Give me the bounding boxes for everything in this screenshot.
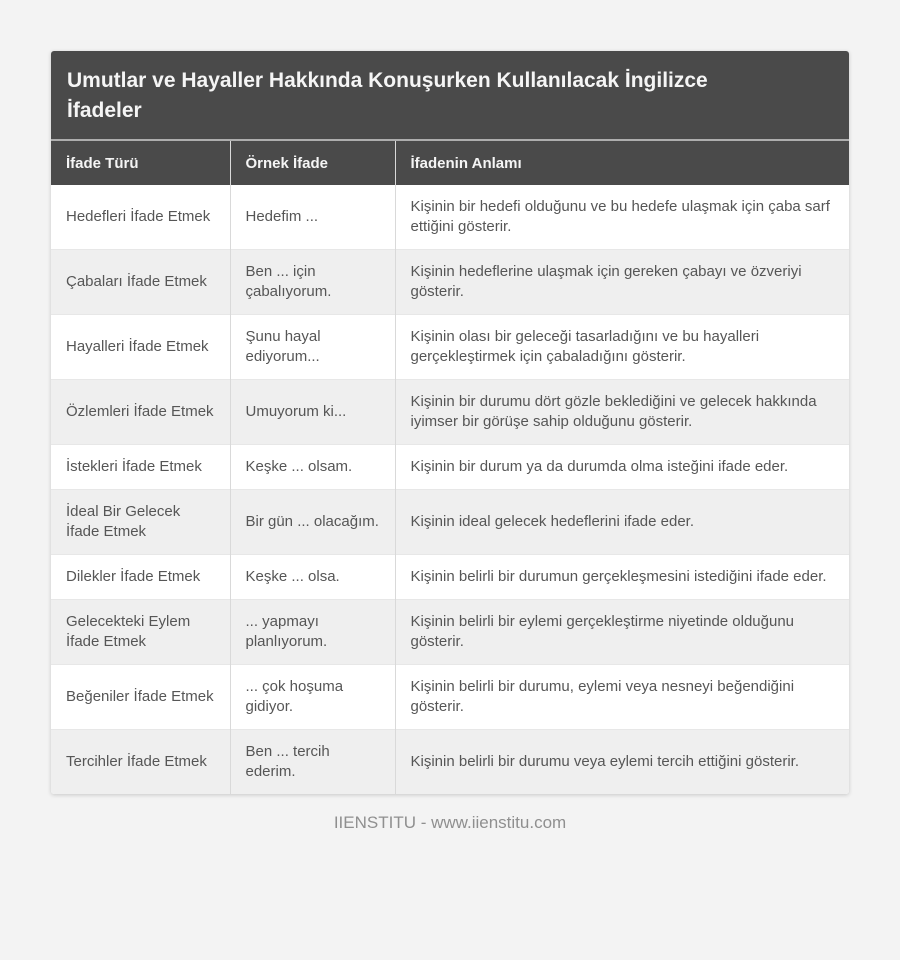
cell-example: ... çok hoşuma gidiyor. <box>230 665 395 730</box>
cell-example: Ben ... için çabalıyorum. <box>230 250 395 315</box>
cell-example: Keşke ... olsam. <box>230 445 395 490</box>
table-header-row <box>51 141 849 185</box>
cell-meaning: Kişinin hedeflerine ulaşmak için gereken çabayı ve özveriyi gösterir. <box>395 250 849 315</box>
table-row <box>51 380 849 445</box>
cell-example: Bir gün ... olacağım. <box>230 490 395 555</box>
cell-meaning: Kişinin ideal gelecek hedeflerini ifade eder. <box>395 490 849 555</box>
cell-type: Hedefleri İfade Etmek <box>66 208 211 225</box>
cell-example: ... yapmayı planlıyorum. <box>230 600 395 665</box>
cell-type: Dilekler İfade Etmek <box>51 555 230 600</box>
cell-meaning: Kişinin belirli bir durumu, eylemi veya nesneyi beğendiğini gösterir. <box>395 665 849 730</box>
table-row <box>51 730 849 795</box>
column-header-ifadenin-anlami: İfadenin Anlamı <box>395 141 849 185</box>
cell-example: Ben ... tercih ederim. <box>230 730 395 795</box>
table-row <box>51 665 849 730</box>
cell-meaning: Kişinin bir durumu dört gözle beklediğini ve gelecek hakkında iyimser bir görüşe sahip olduğunu gösterir. <box>395 380 849 445</box>
phrases-table-card <box>51 51 849 794</box>
cell-type: Özlemleri İfade Etmek <box>51 380 230 445</box>
table-row <box>51 490 849 555</box>
cell-type: İdeal Bir Gelecek İfade Etmek <box>51 490 230 555</box>
table-row <box>51 600 849 665</box>
cell-meaning: Kişinin bir hedefi olduğunu ve bu hedefe ulaşmak için çaba sarf ettiğini gösterir. <box>395 185 849 250</box>
table-row <box>51 185 849 250</box>
table-row <box>51 250 849 315</box>
cell-meaning: Kişinin belirli bir eylemi gerçekleştirme niyetinde olduğunu gösterir. <box>395 600 849 665</box>
cell-type: İstekleri İfade Etmek <box>51 445 230 490</box>
cell-example: Keşke ... olsa. <box>230 555 395 600</box>
cell-type: Gelecekteki Eylem İfade Etmek <box>51 600 230 665</box>
source-attribution: IIENSTITU - www.iienstitu.com <box>333 813 567 832</box>
cell-meaning: Kişinin bir durum ya da durumda olma isteğini ifade eder. <box>395 445 849 490</box>
cell-type: Tercihler İfade Etmek <box>51 730 230 795</box>
cell-type: Beğeniler İfade Etmek <box>51 665 230 730</box>
cell-meaning: Kişinin belirli bir durumun gerçekleşmesini istediğini ifade eder. <box>395 555 849 600</box>
column-header-ifade-turu: İfade Türü <box>51 141 230 185</box>
cell-type: Çabaları İfade Etmek <box>51 250 230 315</box>
page-title: Umutlar ve Hayaller Hakkında Konuşurken Kullanılacak İngilizce İfadeler <box>51 51 849 141</box>
column-header-ornek-ifade: Örnek İfade <box>230 141 395 185</box>
table-row <box>51 315 849 380</box>
cell-type: Hayalleri İfade Etmek <box>51 315 230 380</box>
cell-example: Şunu hayal ediyorum... <box>230 315 395 380</box>
cell-meaning: Kişinin olası bir geleceği tasarladığını ve bu hayalleri gerçekleştirmek için çabaladığını gösterir. <box>395 315 849 380</box>
cell-example: Hedefim ... <box>230 185 395 250</box>
phrases-table <box>51 141 849 794</box>
cell-example: Umuyorum ki... <box>230 380 395 445</box>
cell-meaning: Kişinin belirli bir durumu veya eylemi tercih ettiğini gösterir. <box>395 730 849 795</box>
table-row <box>51 445 849 490</box>
table-row <box>51 555 849 600</box>
